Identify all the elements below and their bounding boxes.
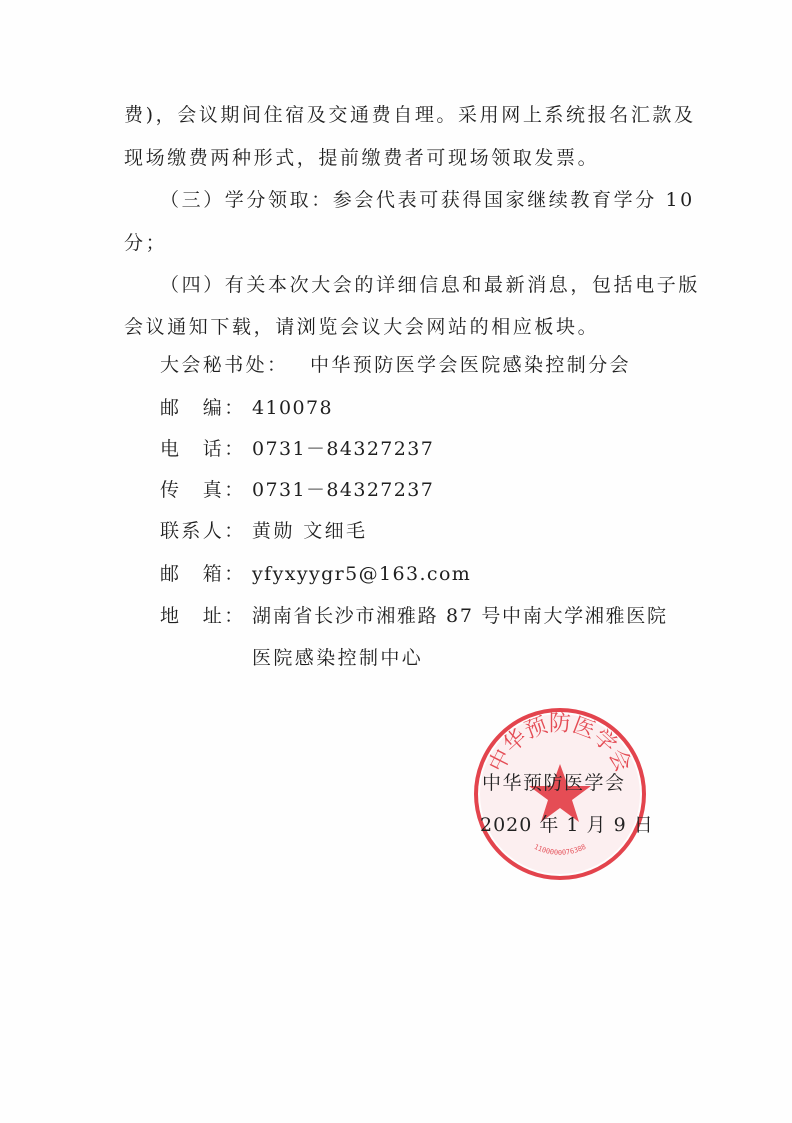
phone-label: 电 话： [160, 438, 246, 460]
body-text-line: （四）有关本次大会的详细信息和最新消息，包括电子版 [160, 274, 701, 296]
body-text-line: （三）学分领取：参会代表可获得国家继续教育学分 10 [160, 189, 695, 211]
phone-value: 0731－84327237 [252, 438, 435, 460]
body-text-line: 分； [124, 232, 168, 254]
email-label: 邮 箱： [160, 563, 246, 585]
secretariat-value: 中华预防医学会医院感染控制分会 [310, 354, 632, 376]
fax-label: 传 真： [160, 479, 246, 501]
seal-ring-text: 中华预防医学会 [484, 711, 636, 777]
body-text-line: 费)，会议期间住宿及交通费自理。采用网上系统报名汇款及 [124, 104, 696, 126]
address-value-line1: 湖南省长沙市湘雅路 87 号中南大学湘雅医院 [252, 605, 668, 627]
seal-serial: 1100000076388 [532, 842, 588, 857]
postcode-label: 邮 编： [160, 397, 246, 419]
fax-value: 0731－84327237 [252, 479, 435, 501]
signature-organization: 中华预防医学会 [482, 772, 626, 794]
secretariat-label: 大会秘书处： [160, 354, 289, 376]
address-label: 地 址： [160, 605, 246, 627]
signature-date: 2020 年 1 月 9 日 [480, 814, 654, 836]
contact-person-label: 联系人： [160, 520, 246, 542]
address-value-line2: 医院感染控制中心 [252, 647, 424, 669]
email-value: yfyxyygr5@163.com [252, 563, 472, 585]
contact-person-value: 黄勋 文细毛 [252, 520, 368, 542]
postcode-value: 410078 [252, 397, 333, 419]
body-text-line: 现场缴费两种形式，提前缴费者可现场领取发票。 [124, 147, 600, 169]
body-text-line: 会议通知下载，请浏览会议大会网站的相应板块。 [124, 316, 600, 338]
